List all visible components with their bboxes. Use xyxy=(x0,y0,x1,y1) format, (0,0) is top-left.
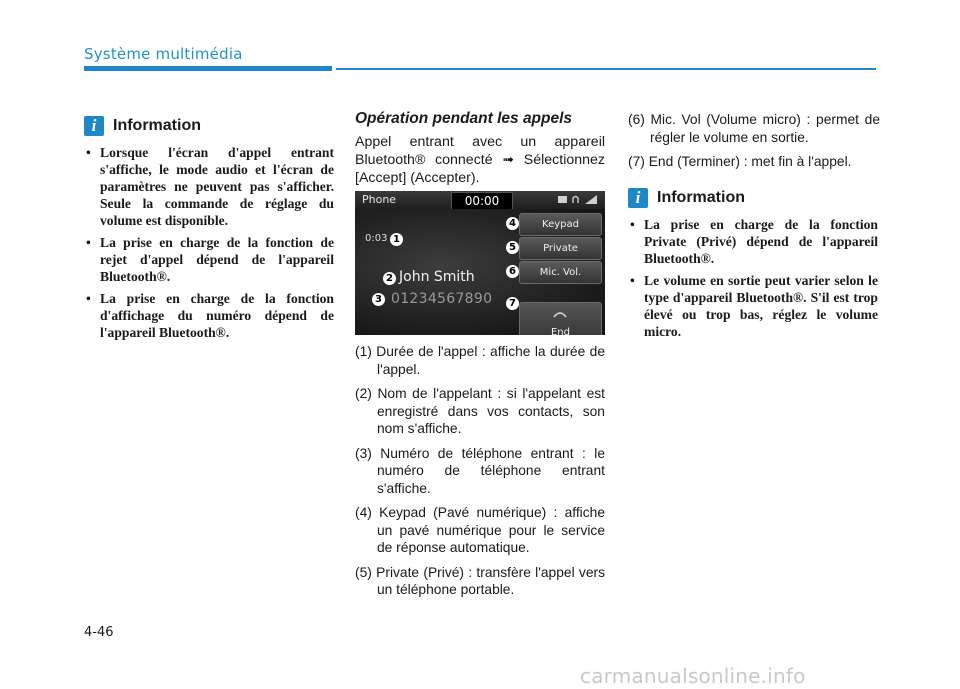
list-item: (5) Private (Privé) : transfère l'appel vers un téléphone portable. xyxy=(355,564,605,597)
phone-screen-title: Phone xyxy=(362,193,397,206)
info-icon: i xyxy=(628,188,648,208)
description-list-left xyxy=(355,343,605,606)
list-item: (6) Mic. Vol (Volume micro) : permet de régler le volume en sortie. xyxy=(628,112,880,145)
info-list xyxy=(84,144,334,341)
info-title: Information xyxy=(113,117,201,134)
list-item: (1) Durée de l'appel : affiche la durée de l'appel. xyxy=(355,344,605,377)
callout-3: 3 xyxy=(372,293,385,306)
info-icon: i xyxy=(84,116,104,136)
end-call-button[interactable] xyxy=(519,302,602,335)
section-heading: Opération pendant les appels xyxy=(355,110,573,127)
signal-icon xyxy=(585,195,597,204)
end-call-icon xyxy=(553,311,567,318)
watermark: carmanualsonline.info xyxy=(580,664,806,688)
list-item: (3) Numéro de téléphone entrant : le numéro de téléphone entrant s'affiche. xyxy=(355,445,605,496)
mic-volume-button[interactable]: Mic. Vol. xyxy=(519,261,602,284)
info-box-left xyxy=(84,116,334,346)
clock-display: 00:00 xyxy=(451,192,513,210)
header-rule-thin xyxy=(336,68,876,70)
private-button[interactable]: Private xyxy=(519,237,602,260)
intro-paragraph: Appel entrant avec un appareil Bluetooth® connecté ➟ Sélectionnez [Accept] (Accepter). xyxy=(355,134,605,186)
info-box-right xyxy=(628,188,878,345)
phone-status-bar xyxy=(355,191,605,209)
caller-name: John Smith xyxy=(399,269,475,285)
caller-number: 01234567890 xyxy=(391,291,493,307)
callout-6: 6 xyxy=(506,265,519,278)
call-duration: 0:03 xyxy=(365,233,388,244)
list-item: • La prise en charge de la fonction Private (Privé) dépend de l'appareil Bluetooth®. xyxy=(628,216,878,267)
list-item: (7) End (Terminer) : met fin à l'appel. xyxy=(628,154,852,169)
section-title: Système multimédia xyxy=(84,45,243,63)
info-header xyxy=(84,116,334,136)
list-item: (2) Nom de l'appelant : si l'appelant est enregistré dans vos contacts, son nom s'affiche. xyxy=(355,386,605,436)
callout-7: 7 xyxy=(506,297,519,310)
bluetooth-icon xyxy=(558,195,567,204)
description-list-right xyxy=(628,111,880,178)
info-header xyxy=(628,188,878,208)
page-number: 4-46 xyxy=(84,625,114,640)
list-item: • La prise en charge de la fonction de rejet d'appel dépend de l'appareil Bluetooth®. xyxy=(84,234,334,285)
header-rule-thick xyxy=(84,66,332,71)
list-item: • Le volume en sortie peut varier selon le type d'appareil Bluetooth®. S'il est trop élevé ou trop bas, réglez le volume micro. xyxy=(628,272,878,340)
callout-1: 1 xyxy=(390,233,403,246)
callout-5: 5 xyxy=(506,241,519,254)
callout-4: 4 xyxy=(506,217,519,230)
info-list xyxy=(628,216,878,340)
list-item: • La prise en charge de la fonction d'affichage du numéro dépend de l'appareil Bluetooth®. xyxy=(84,290,334,341)
list-item: • Lorsque l'écran d'appel entrant s'affiche, le mode audio et l'écran de paramètres ne peuvent pas s'afficher. Seule la commande de réglage du volume est disponible. xyxy=(84,144,334,229)
call-panel xyxy=(355,209,605,335)
info-title: Information xyxy=(657,189,745,206)
phone-screen xyxy=(355,191,605,335)
battery-icon xyxy=(571,195,580,204)
callout-2: 2 xyxy=(383,272,396,285)
end-label: End xyxy=(550,327,570,335)
keypad-button[interactable]: Keypad xyxy=(519,213,602,236)
list-item: (4) Keypad (Pavé numérique) : affiche un pavé numérique pour le service de réponse automatique. xyxy=(355,505,605,555)
